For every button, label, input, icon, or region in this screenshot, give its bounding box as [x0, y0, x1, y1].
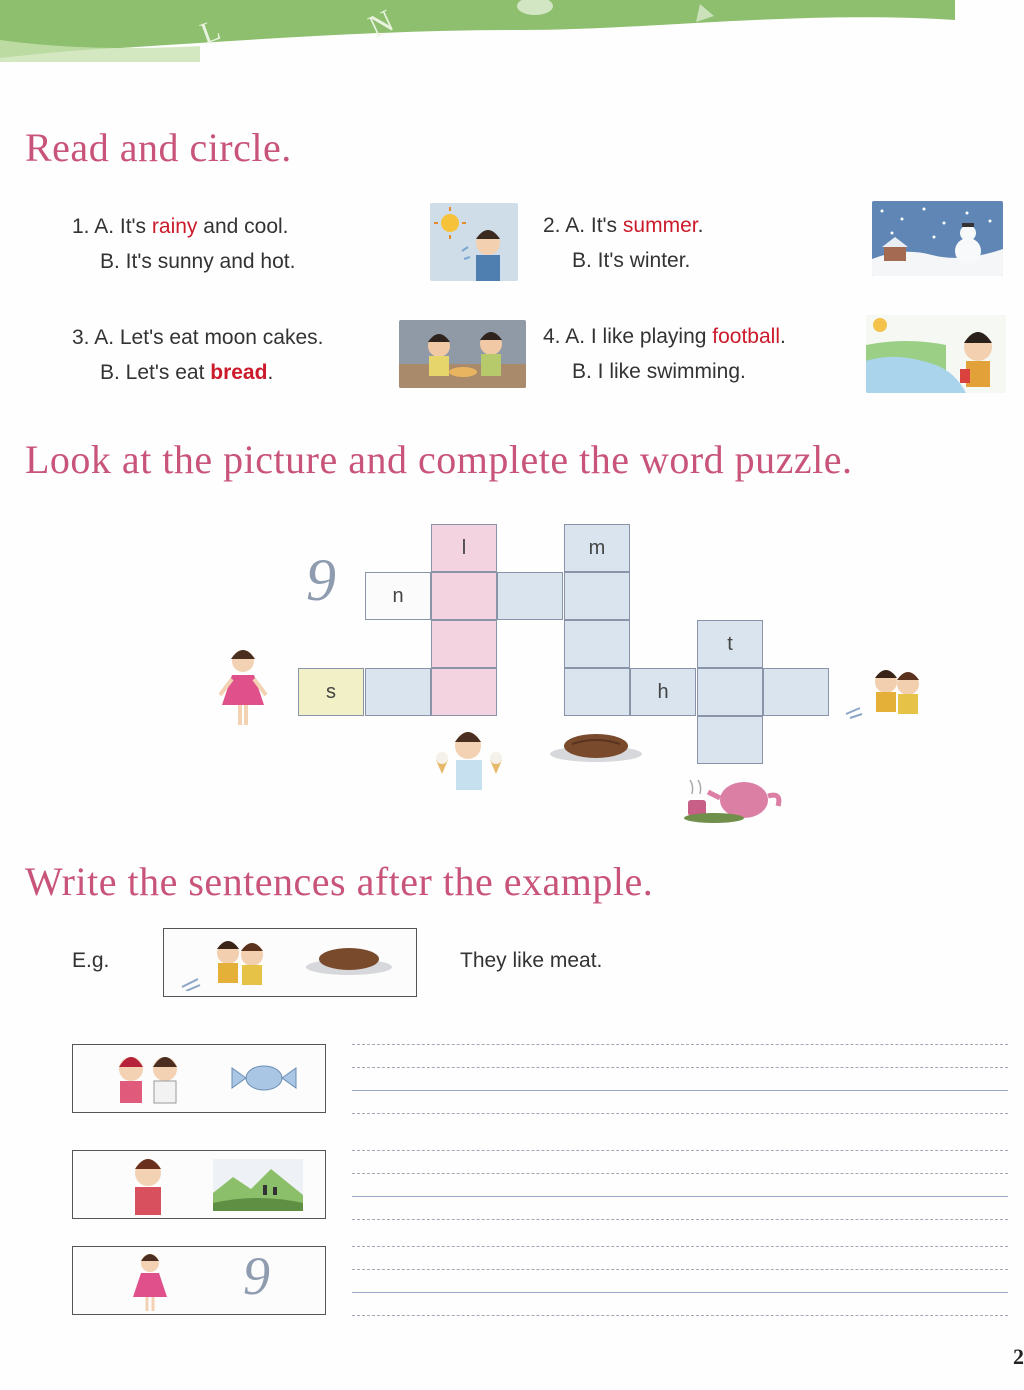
crossword-letter-m: m — [588, 536, 606, 559]
meat-plate-icon — [548, 730, 644, 764]
writing-line[interactable] — [352, 1269, 1008, 1270]
writing-line[interactable] — [352, 1292, 1008, 1293]
question-number: 3. — [72, 326, 90, 349]
question-1-option-b[interactable]: B. It's sunny and hot. — [100, 250, 296, 273]
option-text: A. It's — [565, 214, 623, 237]
number-nine-clue: 9 — [306, 547, 336, 613]
question-number: 4. — [543, 325, 561, 348]
crossword-letter-h: h — [657, 680, 669, 703]
exercise-2-picture-box — [72, 1150, 326, 1219]
banner-letter-n: N — [362, 1, 399, 45]
candy-icon — [229, 1061, 299, 1095]
two-girls-icon — [107, 1051, 189, 1107]
twins-children-icon — [842, 664, 924, 720]
crossword-cell[interactable] — [365, 668, 431, 716]
question-number: 1. — [72, 215, 90, 238]
example-label: E.g. — [72, 949, 110, 972]
crossword-cell[interactable] — [431, 524, 497, 572]
exercise-1-picture-box — [72, 1044, 326, 1113]
banner-letter-l: L — [196, 13, 225, 51]
crossword-letter-s: s — [326, 680, 336, 703]
question-2-option-b[interactable]: B. It's winter. — [572, 249, 691, 272]
crossword-cell[interactable] — [697, 716, 763, 764]
girl-dancing-icon — [214, 645, 272, 731]
crossword-cell[interactable] — [564, 572, 630, 620]
writing-line[interactable] — [352, 1196, 1008, 1197]
writing-line[interactable] — [352, 1246, 1008, 1247]
writing-line[interactable] — [352, 1113, 1008, 1114]
crossword-cell[interactable] — [564, 524, 630, 572]
example-picture-box — [163, 928, 417, 997]
exercise-3-picture-box — [72, 1246, 326, 1315]
writing-line[interactable] — [352, 1219, 1008, 1220]
option-text: A. I like playing — [565, 325, 713, 348]
crossword-cell[interactable] — [697, 620, 763, 668]
highlighted-word: bread — [210, 361, 268, 384]
question-number: 2. — [543, 214, 561, 237]
option-text: B. Let's eat — [100, 361, 211, 384]
option-text-end: . — [697, 214, 704, 237]
hiking-landscape-icon — [213, 1159, 303, 1211]
highlighted-word: football — [712, 325, 780, 348]
girl-dancing-icon — [127, 1251, 173, 1313]
option-text-end: . — [780, 325, 786, 348]
option-text-end: and cool. — [197, 215, 289, 238]
crossword-cell[interactable] — [630, 668, 696, 716]
crossword-cell[interactable] — [763, 668, 829, 716]
crossword-cell[interactable] — [497, 572, 563, 620]
crossword-cell[interactable] — [431, 572, 497, 620]
question-4-option-b[interactable]: B. I like swimming. — [572, 360, 746, 383]
highlighted-word: rainy — [151, 215, 198, 238]
page-number: 2 — [1013, 1344, 1024, 1369]
writing-line[interactable] — [352, 1315, 1008, 1316]
writing-line[interactable] — [352, 1150, 1008, 1151]
crossword-cell[interactable] — [564, 668, 630, 716]
meat-plate-icon — [304, 943, 394, 977]
option-text: A. It's — [94, 215, 152, 238]
writing-line[interactable] — [352, 1044, 1008, 1045]
boy-icon — [123, 1155, 173, 1215]
option-text: A. Let's eat moon cakes. — [94, 326, 324, 349]
number-nine-clue: 9 — [243, 1246, 270, 1306]
section-heading-read-and-circle: Read and circle. — [25, 125, 292, 170]
highlighted-word: summer — [622, 214, 698, 237]
crossword-cell[interactable] — [431, 668, 497, 716]
section-heading-word-puzzle: Look at the picture and complete the word puzzle. — [25, 437, 853, 482]
crossword-letter-l: l — [461, 536, 467, 559]
crossword-cell[interactable] — [697, 668, 763, 716]
writing-line[interactable] — [352, 1090, 1008, 1091]
crossword-cell[interactable] — [298, 668, 364, 716]
writing-line[interactable] — [352, 1173, 1008, 1174]
crossword-letter-n: n — [392, 584, 404, 607]
teapot-icon — [680, 770, 784, 824]
boy-ice-cream-icon — [430, 726, 508, 796]
example-sentence: They like meat. — [460, 949, 603, 972]
crossword-cell[interactable] — [564, 620, 630, 668]
option-text-end: . — [267, 361, 274, 384]
writing-line[interactable] — [352, 1067, 1008, 1068]
crossword-cell[interactable] — [431, 620, 497, 668]
crossword-letter-t: t — [727, 632, 733, 655]
section-heading-write-sentences: Write the sentences after the example. — [25, 859, 654, 904]
crossword-cell[interactable] — [365, 572, 431, 620]
children-icon — [176, 935, 268, 991]
